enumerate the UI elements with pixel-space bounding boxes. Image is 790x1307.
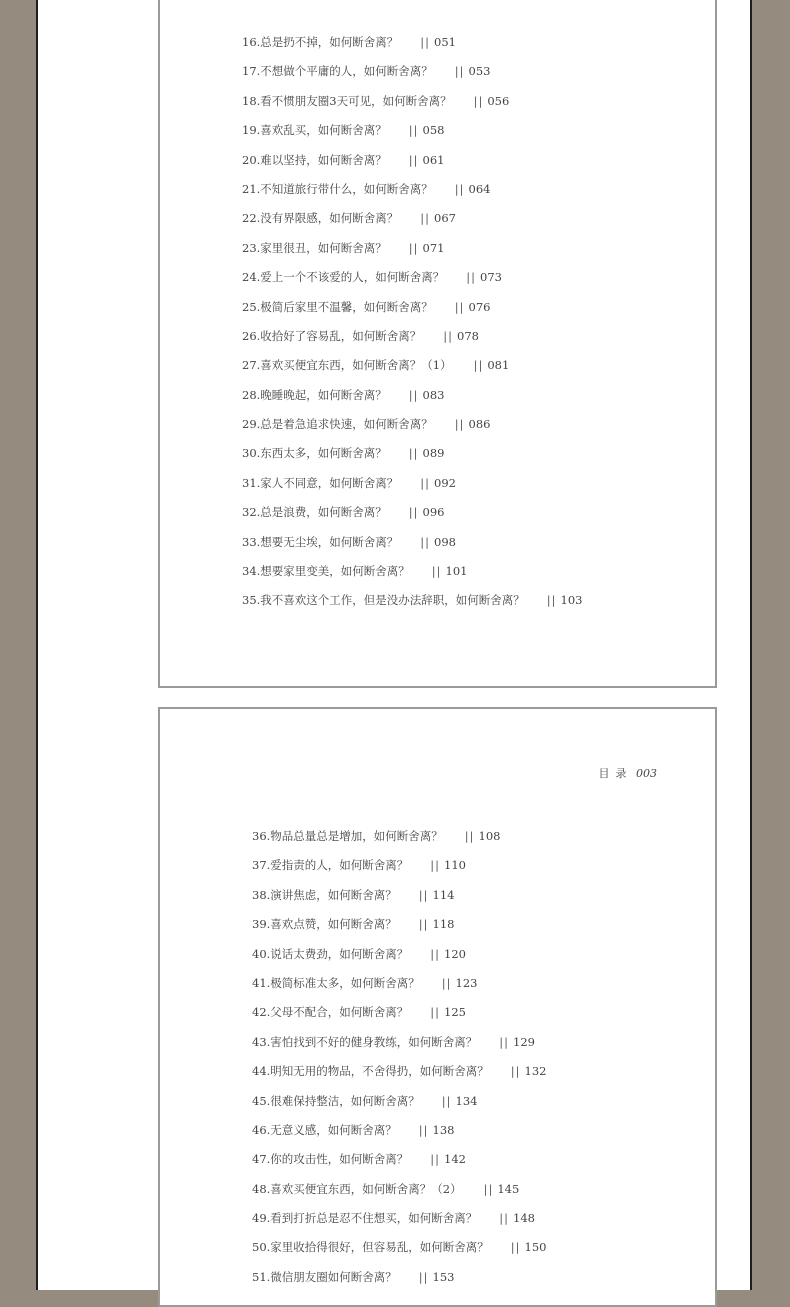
toc-entry-page-number: 078	[457, 328, 479, 343]
toc-entry-separator: ||	[418, 1122, 429, 1137]
toc-entry-title: 32.总是浪费，如何断舍离？	[242, 505, 387, 520]
toc-entry-page-number: 134	[455, 1093, 478, 1108]
toc-entry-title: 18.看不惯朋友圈3天可见，如何断舍离？	[242, 93, 452, 108]
toc-entry-separator: ||	[510, 1240, 521, 1255]
toc-entry-title: 25.极简后家里不温馨，如何断舍离？	[242, 299, 433, 314]
toc-entry-title: 30.东西太多，如何断舍离？	[242, 446, 387, 461]
toc-entry-separator: ||	[546, 593, 557, 608]
running-header-title: 目录	[598, 767, 633, 780]
toc-entry	[252, 998, 547, 1027]
toc-entry	[252, 1263, 547, 1292]
toc-entry	[242, 528, 583, 557]
toc-entry-separator: ||	[418, 1269, 429, 1284]
toc-entry-page-number: 103	[560, 593, 583, 608]
toc-entry-page-number: 089	[422, 446, 445, 461]
toc-entry	[252, 881, 547, 910]
toc-entry-separator: ||	[483, 1181, 494, 1196]
toc-entry	[242, 381, 583, 410]
toc-entry-page-number: 142	[444, 1152, 466, 1167]
toc-entry-title: 46.无意义感，如何断舍离？	[252, 1122, 397, 1137]
toc-entry-separator: ||	[473, 93, 484, 108]
toc-entry-page-number: 071	[422, 240, 445, 255]
toc-entry-separator: ||	[408, 446, 419, 461]
toc-entry	[242, 293, 583, 322]
toc-entry	[252, 940, 547, 969]
toc-entry-page-number: 076	[468, 299, 491, 314]
toc-entry-page-number: 101	[445, 564, 468, 579]
toc-entry-separator: ||	[454, 417, 465, 432]
toc-entry	[242, 116, 583, 145]
toc-entry	[242, 439, 583, 468]
toc-entry-title: 47.你的攻击性，如何断舍离？	[252, 1152, 409, 1167]
toc-entry-title: 40.说话太费劲，如何断舍离？	[252, 946, 409, 961]
toc-entry	[242, 263, 583, 292]
toc-entry-page-number: 150	[524, 1240, 547, 1255]
toc-entry-separator: ||	[420, 475, 431, 490]
toc-entry-title: 29.总是着急追求快速，如何断舍离？	[242, 417, 433, 432]
toc-entry	[242, 410, 583, 439]
toc-entry-page-number: 129	[513, 1034, 535, 1049]
toc-entry-page-number: 098	[434, 534, 456, 549]
toc-entry-separator: ||	[499, 1034, 510, 1049]
toc-entry-separator: ||	[454, 64, 465, 79]
toc-entry-page-number: 064	[468, 181, 491, 196]
toc-entry-title: 24.爱上一个不该爱的人，如何断舍离？	[242, 270, 445, 285]
toc-entry-separator: ||	[499, 1211, 510, 1226]
toc-entry-page-number: 123	[455, 975, 478, 990]
toc-entry-title: 35.我不喜欢这个工作，但是没办法辞职，如何断舍离？	[242, 593, 525, 608]
toc-entry-page-number: 061	[422, 152, 445, 167]
toc-entry-title: 44.明知无用的物品，不舍得扔，如何断舍离？	[252, 1064, 489, 1079]
toc-entry-title: 38.演讲焦虑，如何断舍离？	[252, 887, 397, 902]
toc-entry	[242, 469, 583, 498]
toc-entry-separator: ||	[464, 829, 475, 843]
toc-entry-page-number: 086	[468, 417, 491, 432]
toc-entry	[252, 1145, 547, 1174]
document-viewer-frame	[36, 0, 752, 1290]
toc-entry-page-number: 110	[444, 858, 466, 873]
toc-entry-page-number: 148	[513, 1211, 535, 1226]
toc-entry-title: 21.不知道旅行带什么，如何断舍离？	[242, 181, 433, 196]
toc-entry-separator: ||	[431, 564, 442, 579]
toc-entry-title: 42.父母不配合，如何断舍离？	[252, 1005, 409, 1020]
toc-entry-title: 28.晚睡晚起，如何断舍离？	[242, 387, 387, 402]
toc-entry-separator: ||	[430, 946, 441, 961]
toc-entry-page-number: 051	[434, 35, 456, 49]
toc-entry	[242, 146, 583, 175]
toc-entry-separator: ||	[454, 299, 465, 314]
toc-page-previous	[158, 0, 717, 688]
toc-entry-title: 49.看到打折总是忍不住想买，如何断舍离？	[252, 1211, 478, 1226]
toc-entry-title: 19.喜欢乱买，如何断舍离？	[242, 123, 387, 138]
toc-entry-title: 48.喜欢买便宜东西，如何断舍离？（2）	[252, 1181, 462, 1196]
toc-entry-separator: ||	[441, 975, 452, 990]
toc-entry-page-number: 067	[434, 211, 456, 226]
toc-entry	[252, 1057, 547, 1086]
toc-entry-title: 22.没有界限感，如何断舍离？	[242, 211, 399, 226]
toc-entry-title: 33.想要无尘埃，如何断舍离？	[242, 534, 399, 549]
toc-entry-title: 23.家里很丑，如何断舍离？	[242, 240, 387, 255]
toc-entry-title: 50.家里收拾得很好，但容易乱，如何断舍离？	[252, 1240, 489, 1255]
toc-entry-title: 41.极简标准太多，如何断舍离？	[252, 975, 420, 990]
toc-entry-separator: ||	[418, 887, 429, 902]
toc-entry-title: 34.想要家里变美，如何断舍离？	[242, 564, 410, 579]
toc-entry-separator: ||	[408, 387, 419, 402]
toc-entry-separator: ||	[420, 35, 431, 49]
toc-entry-separator: ||	[510, 1064, 521, 1079]
toc-entry-title: 27.喜欢买便宜东西，如何断舍离？（1）	[242, 358, 452, 373]
toc-entry-page-number: 073	[480, 270, 502, 285]
toc-entry-title: 45.很难保持整洁，如何断舍离？	[252, 1093, 420, 1108]
toc-entry	[242, 57, 583, 86]
toc-entry-separator: ||	[408, 152, 419, 167]
toc-entry-page-number: 092	[434, 475, 456, 490]
toc-entry-page-number: 120	[444, 946, 466, 961]
toc-entry-title: 39.喜欢点赞，如何断舍离？	[252, 917, 397, 932]
page-header	[599, 765, 658, 781]
toc-entry-page-number: 056	[487, 93, 510, 108]
toc-list	[252, 822, 547, 1292]
toc-entry-separator: ||	[430, 1152, 441, 1167]
toc-entry-separator: ||	[443, 328, 454, 343]
toc-entry	[252, 1204, 547, 1233]
toc-entry-separator: ||	[454, 181, 465, 196]
toc-entry-separator: ||	[441, 1093, 452, 1108]
toc-entry-title: 20.难以坚持，如何断舍离？	[242, 152, 387, 167]
toc-entry-page-number: 053	[468, 64, 491, 79]
toc-entry-page-number: 058	[422, 123, 445, 138]
toc-entry-separator: ||	[408, 505, 419, 520]
toc-entry-separator: ||	[420, 211, 431, 226]
toc-entry-page-number: 153	[432, 1269, 455, 1284]
toc-entry-title: 43.害怕找到不好的健身教练，如何断舍离？	[252, 1034, 478, 1049]
toc-entry-page-number: 132	[524, 1064, 547, 1079]
toc-entry-title: 51.微信朋友圈如何断舍离？	[252, 1269, 397, 1284]
toc-entry-page-number: 138	[432, 1122, 455, 1137]
toc-entry-separator: ||	[408, 240, 419, 255]
page-number: 003	[636, 767, 657, 780]
toc-entry-separator: ||	[418, 917, 429, 932]
toc-entry-page-number: 114	[432, 887, 455, 902]
toc-entry-page-number: 108	[478, 829, 501, 843]
toc-entry	[242, 204, 583, 233]
toc-entry-separator: ||	[473, 358, 484, 373]
toc-entry	[242, 322, 583, 351]
toc-entry	[252, 822, 547, 851]
toc-entry-separator: ||	[430, 858, 441, 873]
toc-entry-separator: ||	[430, 1005, 441, 1020]
toc-entry-title: 17.不想做个平庸的人，如何断舍离？	[242, 64, 433, 79]
toc-entry	[252, 1175, 547, 1204]
toc-entry	[252, 1116, 547, 1145]
toc-entry	[242, 586, 583, 615]
toc-entry-title: 26.收拾好了容易乱，如何断舍离？	[242, 328, 422, 343]
toc-entry-page-number: 118	[432, 917, 455, 932]
toc-entry	[252, 910, 547, 939]
toc-entry-page-number: 096	[422, 505, 445, 520]
toc-entry-title: 16.总是扔不掉，如何断舍离？	[242, 35, 399, 49]
toc-entry	[242, 87, 583, 116]
toc-entry-separator: ||	[420, 534, 431, 549]
toc-entry-title: 37.爱指责的人，如何断舍离？	[252, 858, 409, 873]
toc-entry-title: 36.物品总量总是增加，如何断舍离？	[252, 829, 443, 843]
toc-entry	[242, 351, 583, 380]
toc-entry	[242, 557, 583, 586]
toc-entry-page-number: 145	[497, 1181, 520, 1196]
toc-page-003	[158, 707, 717, 1307]
toc-entry	[252, 1233, 547, 1262]
toc-entry	[252, 1087, 547, 1116]
toc-entry	[252, 1028, 547, 1057]
toc-entry	[242, 28, 583, 57]
toc-entry	[242, 234, 583, 263]
toc-entry	[242, 498, 583, 527]
toc-entry-page-number: 125	[444, 1005, 466, 1020]
toc-entry-separator: ||	[408, 123, 419, 138]
toc-entry	[242, 175, 583, 204]
toc-list	[242, 28, 583, 616]
toc-entry-page-number: 081	[487, 358, 510, 373]
toc-entry	[252, 969, 547, 998]
toc-entry-separator: ||	[466, 270, 477, 285]
toc-entry	[252, 851, 547, 880]
toc-entry-page-number: 083	[422, 387, 445, 402]
toc-entry-title: 31.家人不同意，如何断舍离？	[242, 475, 399, 490]
